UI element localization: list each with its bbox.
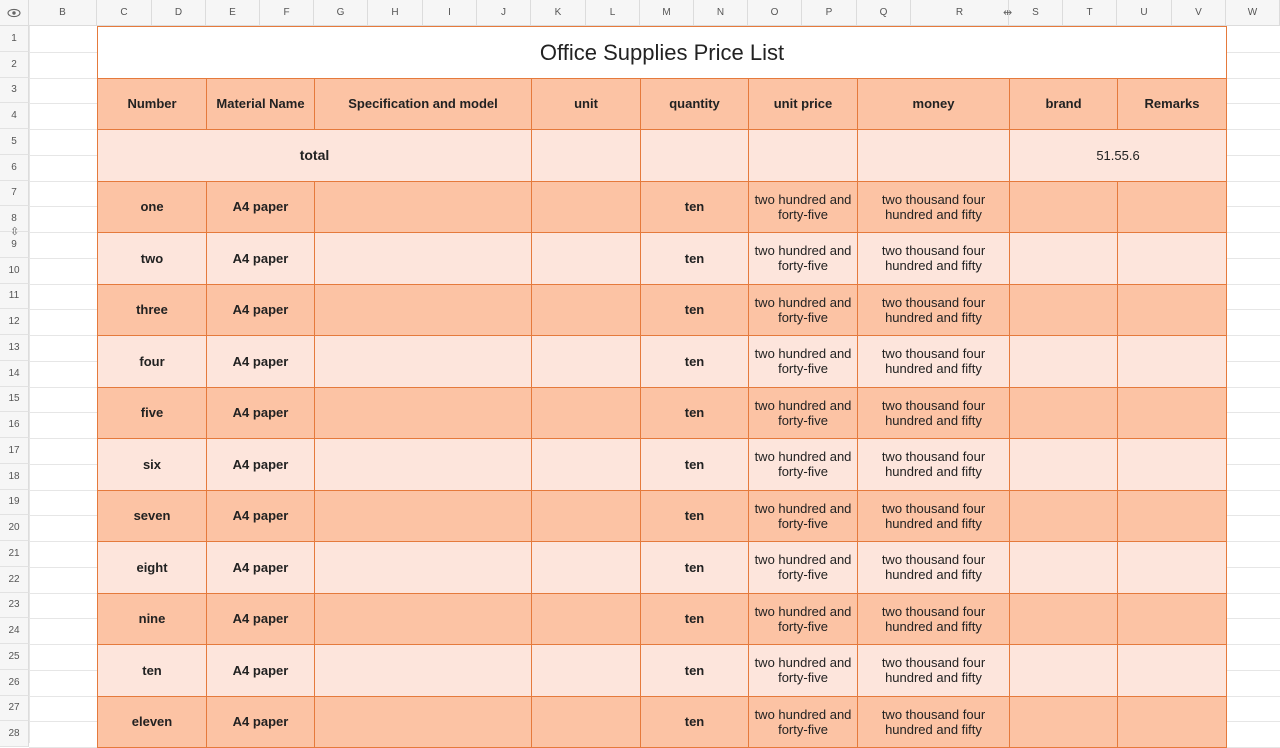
item-quantity[interactable]: ten: [640, 232, 749, 285]
item-number[interactable]: six: [97, 438, 207, 491]
item-money[interactable]: two thousand four hundred and fifty: [857, 593, 1010, 646]
row-header[interactable]: 28: [0, 721, 29, 747]
item-spec-model[interactable]: [314, 541, 532, 594]
row-header[interactable]: 23: [0, 593, 29, 619]
item-number[interactable]: one: [97, 181, 207, 234]
column-header[interactable]: O: [748, 0, 802, 26]
row-header[interactable]: 20: [0, 515, 29, 541]
row-header[interactable]: 13: [0, 335, 29, 361]
item-quantity[interactable]: ten: [640, 438, 749, 491]
item-material-name[interactable]: A4 paper: [206, 644, 315, 697]
item-number[interactable]: nine: [97, 593, 207, 646]
item-spec-model[interactable]: [314, 644, 532, 697]
column-header[interactable]: E: [206, 0, 260, 26]
item-unit[interactable]: [531, 593, 641, 646]
row-header[interactable]: 8: [0, 206, 29, 232]
item-quantity[interactable]: ten: [640, 541, 749, 594]
item-unit-price[interactable]: two hundred and forty-five: [748, 541, 858, 594]
column-header[interactable]: S: [1009, 0, 1063, 26]
column-header[interactable]: V: [1172, 0, 1226, 26]
column-header[interactable]: G: [314, 0, 368, 26]
row-header[interactable]: 21: [0, 541, 29, 567]
row-header[interactable]: 7: [0, 181, 29, 207]
select-all-corner[interactable]: [0, 0, 29, 26]
item-number[interactable]: eight: [97, 541, 207, 594]
item-spec-model[interactable]: [314, 490, 532, 543]
item-unit-price[interactable]: two hundred and forty-five: [748, 284, 858, 337]
item-number[interactable]: five: [97, 387, 207, 440]
column-header[interactable]: I: [423, 0, 477, 26]
item-unit-price[interactable]: two hundred and forty-five: [748, 181, 858, 234]
total-brand-value[interactable]: 51.55.6: [1009, 129, 1227, 182]
item-number[interactable]: ten: [97, 644, 207, 697]
item-spec-model[interactable]: [314, 593, 532, 646]
row-header[interactable]: 24: [0, 618, 29, 644]
item-unit[interactable]: [531, 181, 641, 234]
row-header[interactable]: 3: [0, 78, 29, 104]
item-brand[interactable]: [1009, 387, 1118, 440]
item-material-name[interactable]: A4 paper: [206, 490, 315, 543]
item-money[interactable]: two thousand four hundred and fifty: [857, 541, 1010, 594]
item-brand[interactable]: [1009, 438, 1118, 491]
column-header[interactable]: J: [477, 0, 531, 26]
item-unit[interactable]: [531, 696, 641, 748]
row-header[interactable]: 25: [0, 644, 29, 670]
column-header[interactable]: D: [152, 0, 206, 26]
item-spec-model[interactable]: [314, 335, 532, 388]
total-label[interactable]: total: [97, 129, 532, 182]
item-remarks[interactable]: [1117, 181, 1227, 234]
row-header[interactable]: 15: [0, 387, 29, 413]
item-brand[interactable]: [1009, 284, 1118, 337]
column-header[interactable]: Q: [857, 0, 911, 26]
item-unit-price[interactable]: two hundred and forty-five: [748, 593, 858, 646]
header-unit[interactable]: unit: [531, 78, 641, 131]
item-quantity[interactable]: ten: [640, 387, 749, 440]
column-header[interactable]: R: [911, 0, 1009, 26]
item-remarks[interactable]: [1117, 696, 1227, 748]
total-unit-cell[interactable]: [531, 129, 641, 182]
item-material-name[interactable]: A4 paper: [206, 541, 315, 594]
header-brand[interactable]: brand: [1009, 78, 1118, 131]
item-unit[interactable]: [531, 232, 641, 285]
item-remarks[interactable]: [1117, 387, 1227, 440]
item-brand[interactable]: [1009, 696, 1118, 748]
item-money[interactable]: two thousand four hundred and fifty: [857, 181, 1010, 234]
total-money-cell[interactable]: [857, 129, 1010, 182]
row-header[interactable]: 5: [0, 129, 29, 155]
item-quantity[interactable]: ten: [640, 181, 749, 234]
item-material-name[interactable]: A4 paper: [206, 387, 315, 440]
item-remarks[interactable]: [1117, 490, 1227, 543]
item-unit[interactable]: [531, 541, 641, 594]
item-number[interactable]: four: [97, 335, 207, 388]
item-remarks[interactable]: [1117, 438, 1227, 491]
column-header[interactable]: P: [802, 0, 857, 26]
item-material-name[interactable]: A4 paper: [206, 284, 315, 337]
column-header[interactable]: W: [1226, 0, 1280, 26]
row-header[interactable]: 14: [0, 361, 29, 387]
column-header[interactable]: L: [586, 0, 640, 26]
item-remarks[interactable]: [1117, 593, 1227, 646]
item-brand[interactable]: [1009, 232, 1118, 285]
item-remarks[interactable]: [1117, 284, 1227, 337]
column-resize-icon[interactable]: ⇹: [1003, 6, 1012, 19]
total-quantity-cell[interactable]: [640, 129, 749, 182]
item-remarks[interactable]: [1117, 541, 1227, 594]
item-unit[interactable]: [531, 335, 641, 388]
row-header[interactable]: 26: [0, 670, 29, 696]
item-unit-price[interactable]: two hundred and forty-five: [748, 335, 858, 388]
row-header[interactable]: 2: [0, 52, 29, 78]
row-header[interactable]: 11: [0, 284, 29, 310]
sheet-title[interactable]: Office Supplies Price List: [97, 26, 1227, 79]
item-quantity[interactable]: ten: [640, 490, 749, 543]
header-unit-price[interactable]: unit price: [748, 78, 858, 131]
item-material-name[interactable]: A4 paper: [206, 335, 315, 388]
item-unit-price[interactable]: two hundred and forty-five: [748, 387, 858, 440]
item-brand[interactable]: [1009, 644, 1118, 697]
column-header[interactable]: B: [29, 0, 97, 26]
header-remarks[interactable]: Remarks: [1117, 78, 1227, 131]
column-header[interactable]: H: [368, 0, 423, 26]
column-header[interactable]: U: [1117, 0, 1172, 26]
item-unit-price[interactable]: two hundred and forty-five: [748, 438, 858, 491]
item-money[interactable]: two thousand four hundred and fifty: [857, 644, 1010, 697]
column-header[interactable]: C: [97, 0, 152, 26]
row-resize-icon[interactable]: ⇳: [10, 225, 19, 238]
item-spec-model[interactable]: [314, 438, 532, 491]
row-header[interactable]: 22: [0, 567, 29, 593]
item-remarks[interactable]: [1117, 232, 1227, 285]
item-unit[interactable]: [531, 387, 641, 440]
header-spec-model[interactable]: Specification and model: [314, 78, 532, 131]
item-material-name[interactable]: A4 paper: [206, 593, 315, 646]
row-header[interactable]: 4: [0, 103, 29, 129]
item-money[interactable]: two thousand four hundred and fifty: [857, 284, 1010, 337]
item-quantity[interactable]: ten: [640, 335, 749, 388]
column-header[interactable]: M: [640, 0, 694, 26]
row-header[interactable]: 18: [0, 464, 29, 490]
item-material-name[interactable]: A4 paper: [206, 696, 315, 748]
header-material-name[interactable]: Material Name: [206, 78, 315, 131]
item-spec-model[interactable]: [314, 696, 532, 748]
header-quantity[interactable]: quantity: [640, 78, 749, 131]
row-header[interactable]: 17: [0, 438, 29, 464]
item-quantity[interactable]: ten: [640, 593, 749, 646]
item-spec-model[interactable]: [314, 181, 532, 234]
grid-line: [29, 26, 30, 743]
item-brand[interactable]: [1009, 181, 1118, 234]
item-brand[interactable]: [1009, 541, 1118, 594]
item-unit[interactable]: [531, 284, 641, 337]
item-brand[interactable]: [1009, 593, 1118, 646]
item-money[interactable]: two thousand four hundred and fifty: [857, 438, 1010, 491]
item-unit-price[interactable]: two hundred and forty-five: [748, 644, 858, 697]
item-brand[interactable]: [1009, 335, 1118, 388]
row-header[interactable]: 27: [0, 696, 29, 722]
item-brand[interactable]: [1009, 490, 1118, 543]
item-money[interactable]: two thousand four hundred and fifty: [857, 232, 1010, 285]
item-spec-model[interactable]: [314, 387, 532, 440]
item-remarks[interactable]: [1117, 644, 1227, 697]
total-unit-price-cell[interactable]: [748, 129, 858, 182]
item-unit[interactable]: [531, 490, 641, 543]
item-quantity[interactable]: ten: [640, 644, 749, 697]
column-header[interactable]: T: [1063, 0, 1117, 26]
item-unit-price[interactable]: two hundred and forty-five: [748, 490, 858, 543]
item-material-name[interactable]: A4 paper: [206, 232, 315, 285]
item-spec-model[interactable]: [314, 284, 532, 337]
item-unit[interactable]: [531, 644, 641, 697]
item-number[interactable]: seven: [97, 490, 207, 543]
item-spec-model[interactable]: [314, 232, 532, 285]
item-number[interactable]: eleven: [97, 696, 207, 748]
row-header[interactable]: 12: [0, 309, 29, 335]
item-remarks[interactable]: [1117, 335, 1227, 388]
item-money[interactable]: two thousand four hundred and fifty: [857, 335, 1010, 388]
item-number[interactable]: three: [97, 284, 207, 337]
eye-icon: [7, 8, 21, 18]
column-header[interactable]: F: [260, 0, 314, 26]
item-material-name[interactable]: A4 paper: [206, 438, 315, 491]
header-money[interactable]: money: [857, 78, 1010, 131]
item-unit-price[interactable]: two hundred and forty-five: [748, 232, 858, 285]
item-number[interactable]: two: [97, 232, 207, 285]
row-header[interactable]: 1: [0, 26, 29, 52]
row-header[interactable]: 6: [0, 155, 29, 181]
item-unit[interactable]: [531, 438, 641, 491]
row-header[interactable]: 19: [0, 490, 29, 516]
row-header[interactable]: 16: [0, 412, 29, 438]
item-money[interactable]: two thousand four hundred and fifty: [857, 490, 1010, 543]
item-money[interactable]: two thousand four hundred and fifty: [857, 696, 1010, 748]
row-header[interactable]: 9: [0, 232, 29, 258]
item-quantity[interactable]: ten: [640, 696, 749, 748]
header-number[interactable]: Number: [97, 78, 207, 131]
item-money[interactable]: two thousand four hundred and fifty: [857, 387, 1010, 440]
column-header[interactable]: N: [694, 0, 748, 26]
item-unit-price[interactable]: two hundred and forty-five: [748, 696, 858, 748]
column-header[interactable]: K: [531, 0, 586, 26]
row-header[interactable]: 10: [0, 258, 29, 284]
item-material-name[interactable]: A4 paper: [206, 181, 315, 234]
item-quantity[interactable]: ten: [640, 284, 749, 337]
